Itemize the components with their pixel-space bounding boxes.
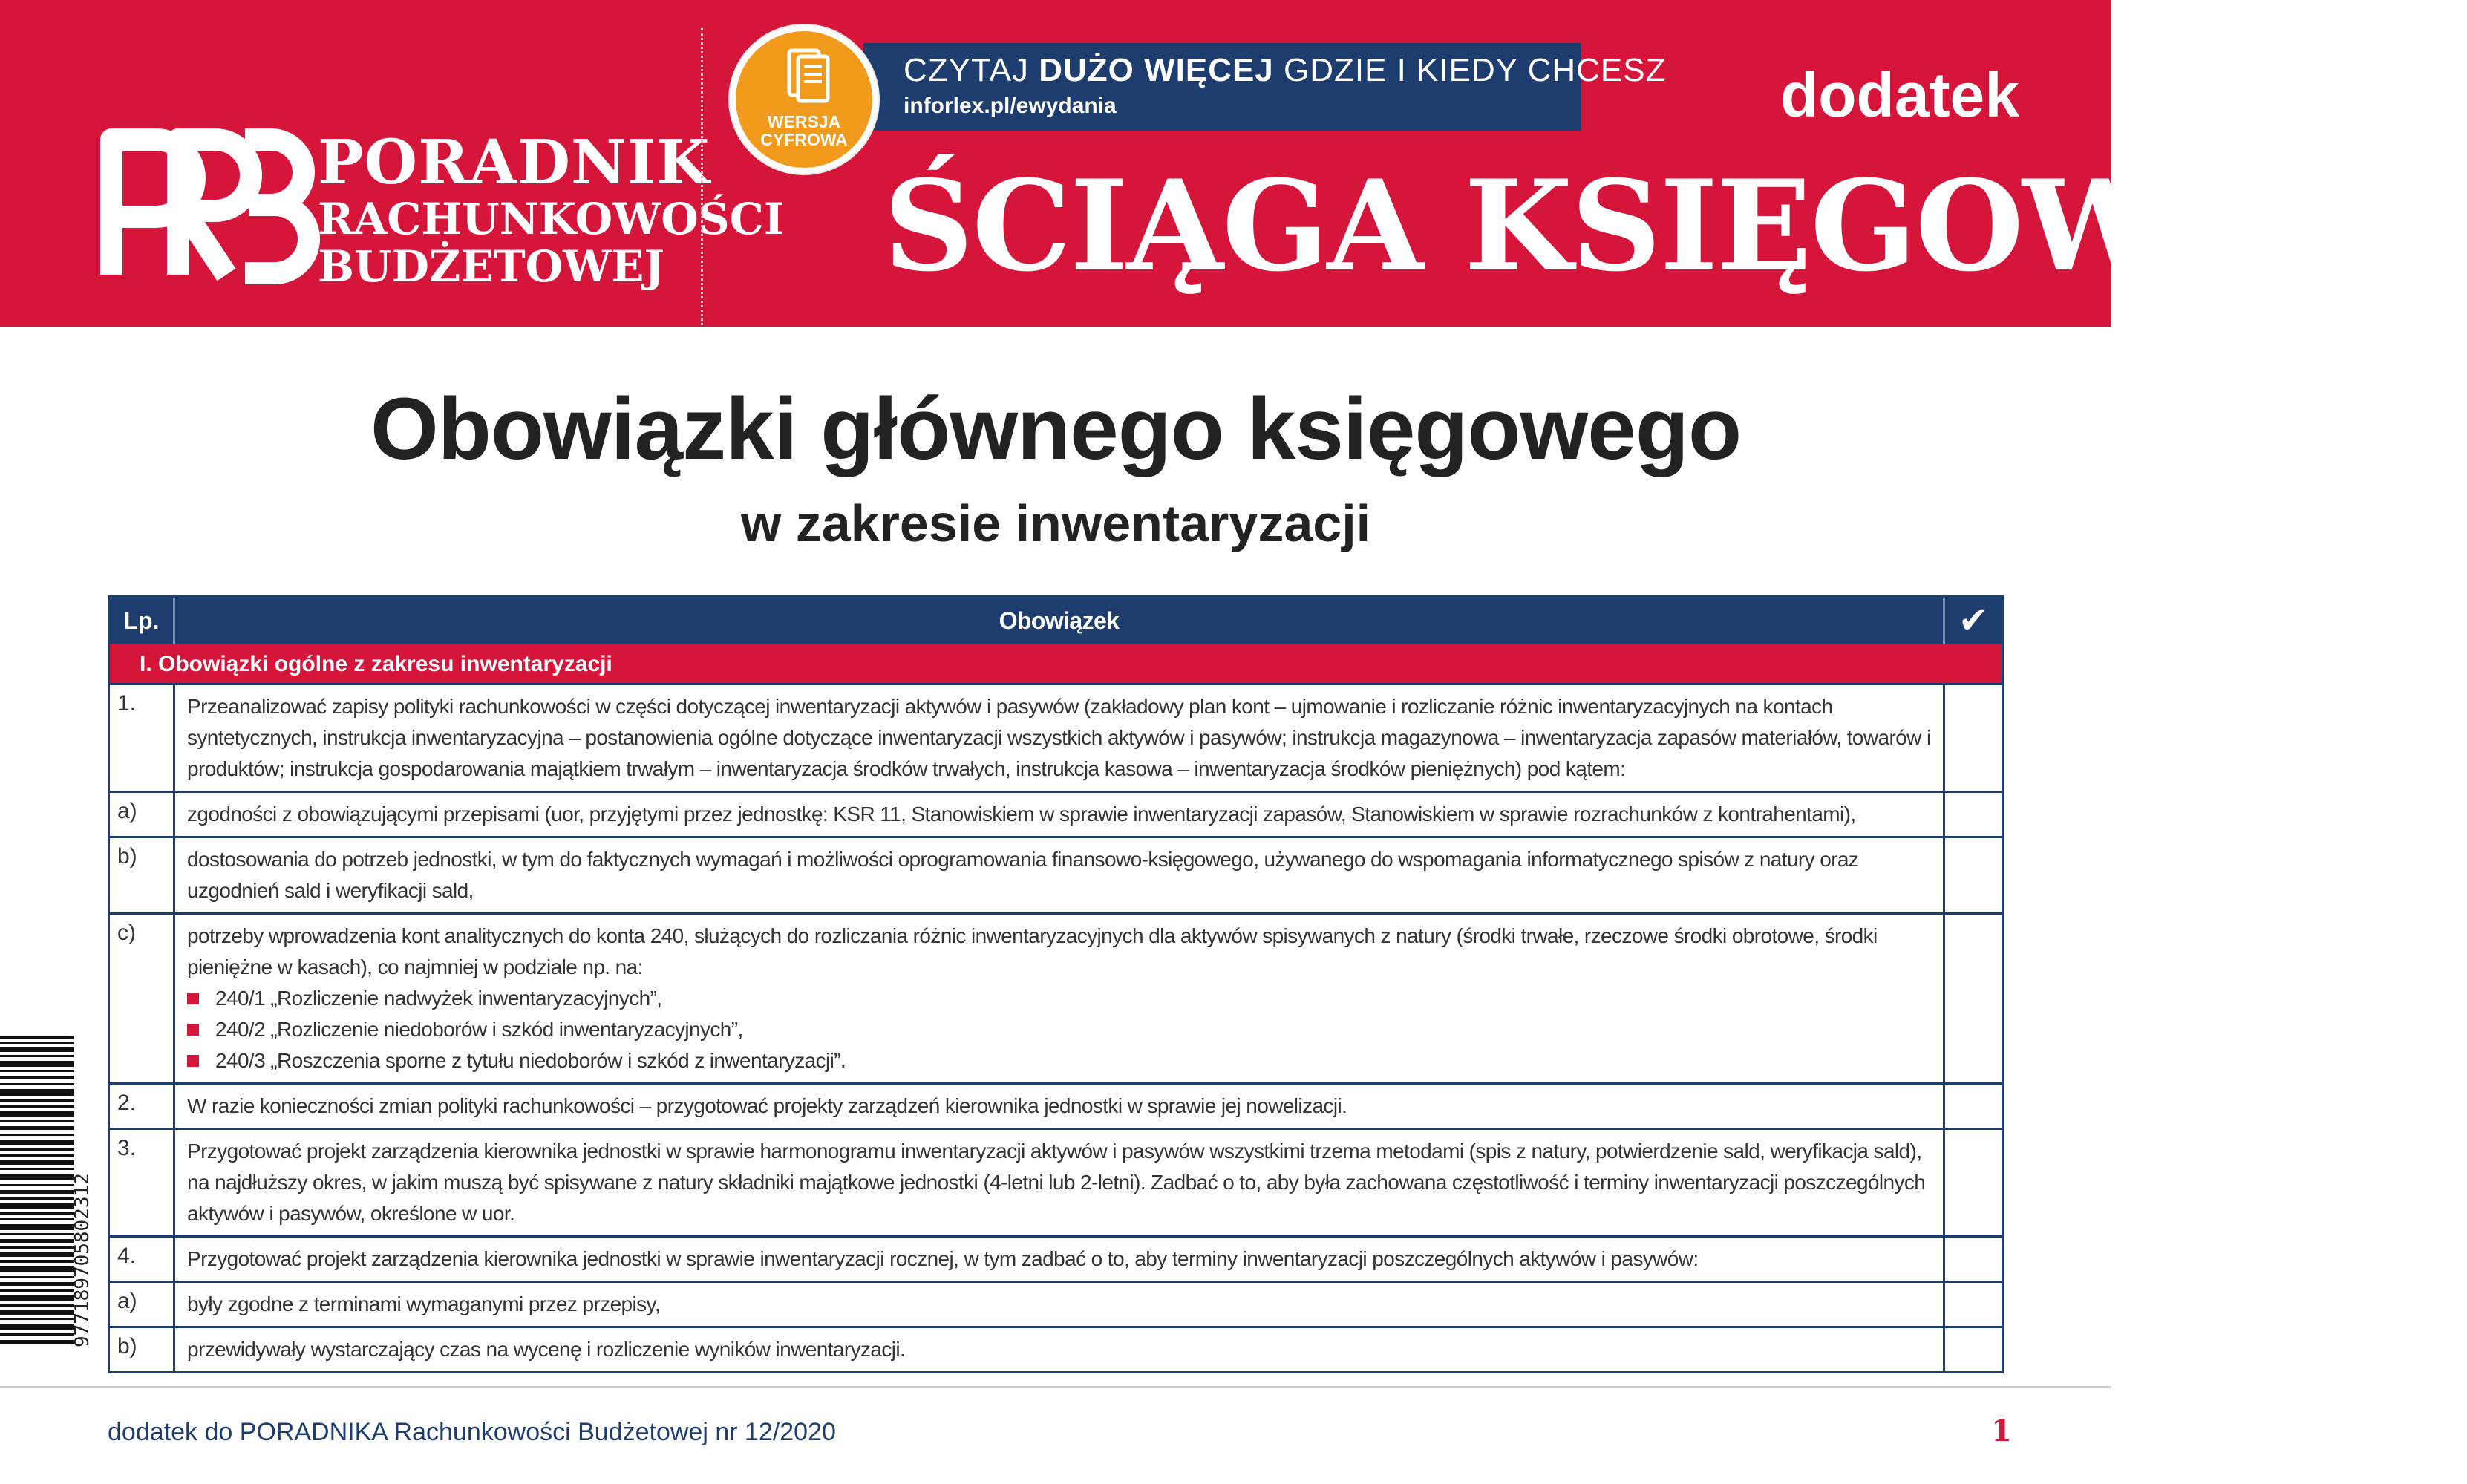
row-number: b) <box>110 1328 175 1371</box>
duties-table <box>108 595 2004 1373</box>
row-number: 3. <box>110 1130 175 1235</box>
header-band <box>0 0 2467 327</box>
table-row <box>110 915 2002 1085</box>
row-duty-text: Przygotować projekt zarządzenia kierownika jednostki w sprawie harmonogramu inwentaryzacji aktywów i pasywów wszystkimi trzema metodami (spis z natury, potwierdzenie sald, weryfikacja sald), na najdłuższy okres, w jakim muszą być spisywane z natury składniki majątkowe jednostki (4-letni lub 2-letni). Zadbać o to, aby była zachowana częstotliwość i terminy inwentaryzacji poszczególnych aktywów i pasywów, określone w uor. <box>175 1130 1945 1235</box>
row-number: a) <box>110 793 175 836</box>
list-item-text: 240/1 „Rozliczenie nadwyżek inwentaryzacyjnych”, <box>215 987 662 1010</box>
document-title: Obowiązki głównego księgowego <box>370 380 1742 478</box>
table-row <box>110 1130 2002 1238</box>
row-checkbox[interactable] <box>1945 1328 2002 1371</box>
table-row <box>110 1085 2002 1130</box>
row-number: b) <box>110 838 175 912</box>
row-number: c) <box>110 915 175 1082</box>
promo-banner[interactable] <box>863 43 1667 131</box>
footer-divider <box>0 1386 2111 1388</box>
supplement-label: dodatek <box>1780 60 2019 130</box>
row-checkbox[interactable] <box>1945 793 2002 836</box>
section-header-row <box>110 644 2002 685</box>
list-item-text: 240/3 „Roszczenia sporne z tytułu niedoborów i szkód z inwentaryzacji”. <box>215 1049 846 1072</box>
row-checkbox[interactable] <box>1945 1283 2002 1326</box>
row-checkbox[interactable] <box>1945 838 2002 912</box>
logo-line-3: BUDŻETOWEJ <box>318 241 664 292</box>
row-number: a) <box>110 1283 175 1326</box>
table-row <box>110 1283 2002 1328</box>
logo-line-2: RACHUNKOWOŚCI <box>318 194 784 244</box>
table-row <box>110 793 2002 838</box>
logo-wordmark <box>318 127 784 292</box>
barcode-icon <box>0 1036 74 1347</box>
page-number: 1 <box>1991 1413 2012 1448</box>
checkmark-icon: ✔ <box>1958 601 1989 641</box>
row-duty-text: potrzeby wprowadzenia kont analitycznych do konta 240, służących do rozliczania różnic inwentaryzacyjnych dla aktywów spisywanych z natury (środki trwałe, rzeczowe środki obrotowe, środki pieniężne w kasach), co najmniej w podziale np. na: <box>187 924 1878 978</box>
list-item <box>187 1045 1931 1076</box>
bullet-square-icon <box>187 1055 199 1067</box>
supplement-title: ŚCIĄGA KSIĘGOWEGO <box>883 152 2467 299</box>
bullet-square-icon <box>187 1024 199 1036</box>
table-row <box>110 685 2002 793</box>
row-checkbox[interactable] <box>1945 915 2002 1082</box>
prb-logo-icon <box>97 126 312 282</box>
row-duty-text: Przygotować projekt zarządzenia kierownika jednostki w sprawie inwentaryzacji rocznej, w tym zadbać o to, aby terminy inwentaryzacji poszczególnych aktywów i pasywów: <box>175 1238 1945 1281</box>
row-duty-text: Przeanalizować zapisy polityki rachunkowości w części dotyczącej inwentaryzacji aktywów i pasywów (zakładowy plan kont – ujmowanie i rozliczanie różnic inwentaryzacyjnych na kontach syntetycznych, instrukcja inwentaryzacyjna – postanowienia ogólne dotyczące inwentaryzacji wszystkich aktywów i pasywów; instrukcja magazynowa – inwentaryzacja zapasów materiałów, towarów i produktów; instrukcja gospodarowania majątkiem trwałym – inwentaryzacja środków trwałych, instrukcja kasowa – inwentaryzacja środków pieniężnych) pod kątem: <box>175 685 1945 791</box>
document-subtitle: w zakresie inwentaryzacji <box>740 494 1371 552</box>
row-number: 2. <box>110 1085 175 1128</box>
section-title: I. Obowiązki ogólne z zakresu inwentaryzacji <box>140 652 612 676</box>
row-checkbox[interactable] <box>1945 685 2002 791</box>
table-row <box>110 1238 2002 1283</box>
tablet-icon <box>777 46 837 105</box>
table-row <box>110 1328 2002 1371</box>
promo-headline: CZYTAJ DUŻO WIĘCEJ GDZIE I KIEDY CHCESZ <box>904 52 1667 88</box>
barcode-digits: 977189705802312 <box>71 1173 94 1347</box>
logo-line-1: PORADNIK <box>318 127 710 198</box>
column-header-duty: Obowiązek <box>175 598 1945 644</box>
table-row <box>110 838 2002 915</box>
row-duty-text: W razie konieczności zmian polityki rachunkowości – przygotować projekty zarządzeń kierownika jednostki w sprawie jej nowelizacji. <box>175 1085 1945 1128</box>
row-checkbox[interactable] <box>1945 1238 2002 1281</box>
row-duty-text: zgodności z obowiązującymi przepisami (uor, przyjętymi przez jednostkę: KSR 11, Stanowiskiem w sprawie inwentaryzacji zapasów, Stanowiskiem w sprawie rozrachunków z kontrahentami), <box>175 793 1945 836</box>
table-header-row <box>110 598 2002 644</box>
row-checkbox[interactable] <box>1945 1130 2002 1235</box>
list-item <box>187 1014 1931 1045</box>
row-duty-text: przewidywały wystarczający czas na wycenę i rozliczenie wyników inwentaryzacji. <box>175 1328 1945 1371</box>
footer-caption: dodatek do PORADNIKA Rachunkowości Budżetowej nr 12/2020 <box>108 1418 836 1446</box>
list-item-text: 240/2 „Rozliczenie niedoborów i szkód inwentaryzacyjnych”, <box>215 1018 743 1041</box>
row-duty-text: dostosowania do potrzeb jednostki, w tym do faktycznych wymagań i możliwości oprogramowania finansowo-księgowego, używanego do wspomagania informatycznego spisów z natury oraz uzgodnień sald i weryfikacji sald, <box>175 838 1945 912</box>
bullet-square-icon <box>187 993 199 1004</box>
list-item <box>187 983 1931 1014</box>
row-number: 1. <box>110 685 175 791</box>
header-divider <box>701 28 703 325</box>
row-number: 4. <box>110 1238 175 1281</box>
digital-version-badge[interactable] <box>730 25 878 174</box>
column-header-lp: Lp. <box>110 598 175 644</box>
badge-label: WERSJA CYFROWA <box>760 112 848 150</box>
promo-url[interactable]: inforlex.pl/ewydania <box>904 94 1117 118</box>
row-duty-cell <box>175 915 1945 1082</box>
row-duty-text: były zgodne z terminami wymaganymi przez przepisy, <box>175 1283 1945 1326</box>
row-checkbox[interactable] <box>1945 1085 2002 1128</box>
